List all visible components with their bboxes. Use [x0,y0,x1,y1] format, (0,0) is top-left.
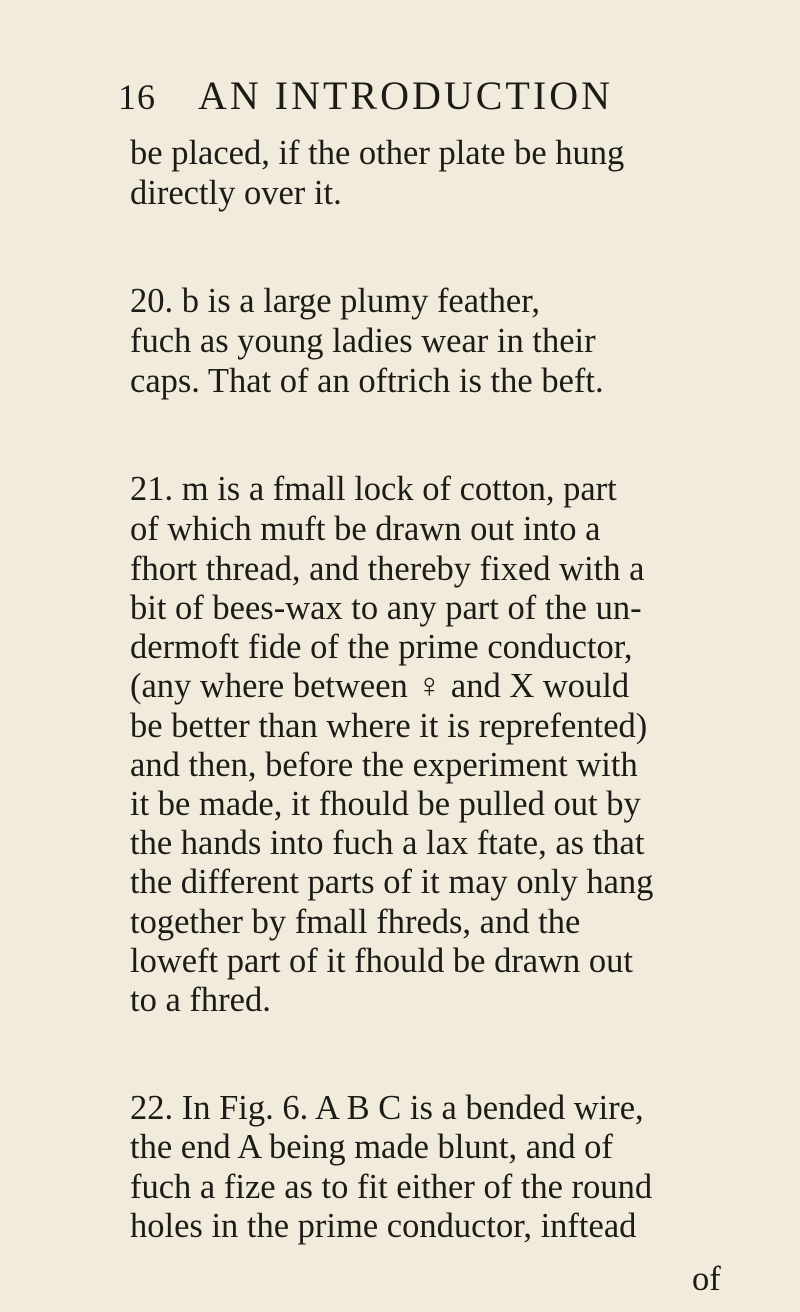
text-line: together by fmall fhreds, and the [130,903,581,941]
text-line: be placed, if the other plate be hung [130,134,625,172]
running-title: AN INTRODUCTION [198,73,613,118]
text-line: bit of bees-wax to any part of the un- [130,589,642,627]
page-header [118,72,678,132]
catchword: of [692,1260,721,1298]
text-line: to a fhred. [130,981,271,1019]
text-line: fuch a fize as to fit either of the round [130,1168,653,1206]
text-line: and then, before the experiment with [130,746,638,784]
text-line: fuch as young ladies wear in their [130,322,596,360]
text-line: holes in the prime conductor, inftead [130,1207,637,1245]
text-line: dermoft fide of the prime conductor, [130,628,633,666]
text-line: (any where between ♀ and X would [130,667,630,705]
text-line: 20. b is a large plumy feather, [130,282,540,320]
text-line: the different parts of it may only hang [130,863,654,901]
text-line: be better than where it is reprefented) [130,707,648,745]
text-line: caps. That of an oftrich is the beft. [130,362,604,400]
text-line: loweft part of it fhould be drawn out [130,942,633,980]
text-line: directly over it. [130,174,342,212]
text-line: of which muft be drawn out into a [130,510,601,548]
text-line: 21. m is a fmall lock of cotton, part [130,470,617,508]
text-line: the end A being made blunt, and of [130,1128,613,1166]
text-line: 22. In Fig. 6. A B C is a bended wire, [130,1089,644,1127]
page-number: 16 [118,77,156,117]
text-line: fhort thread, and thereby fixed with a [130,550,645,588]
text-line: it be made, it fhould be pulled out by [130,785,641,823]
text-line: the hands into fuch a lax ftate, as that [130,824,645,862]
